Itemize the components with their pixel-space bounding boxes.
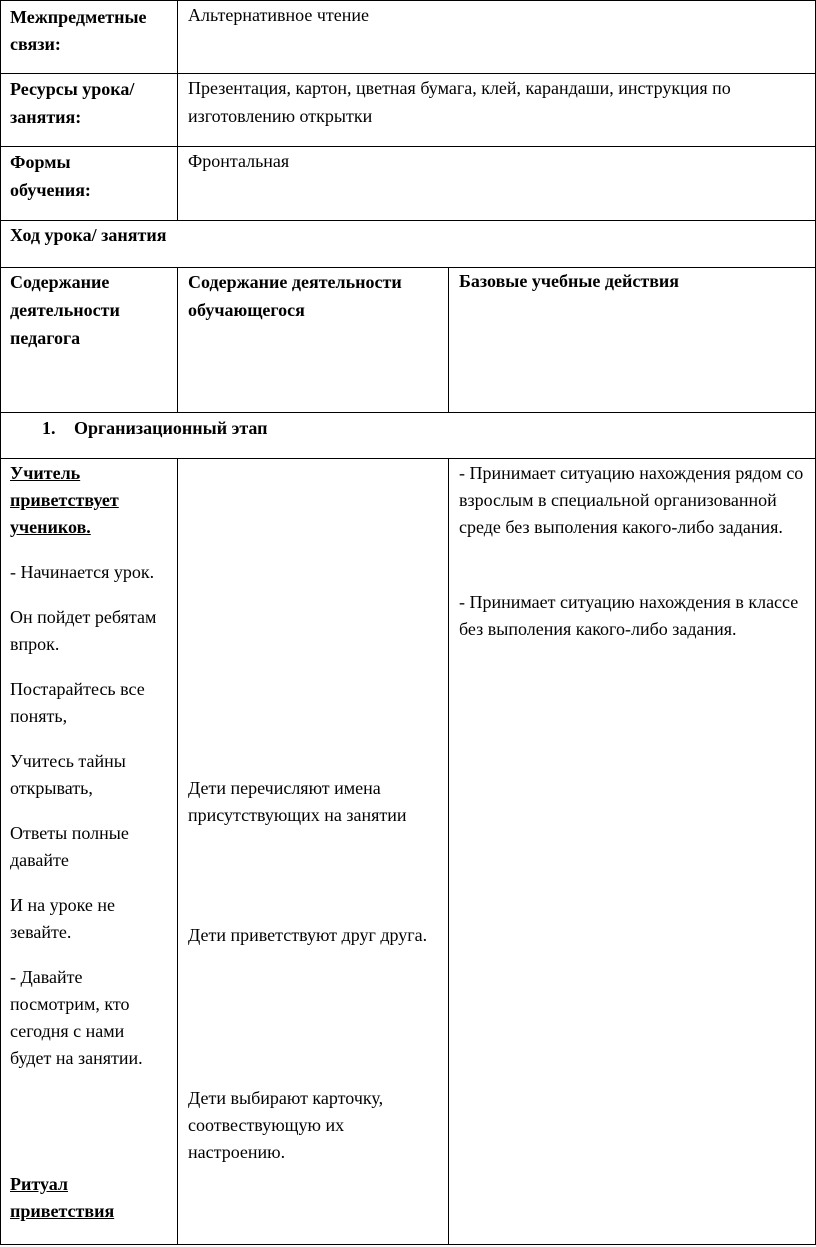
row-divider (0, 412, 816, 413)
col-divider (177, 267, 178, 412)
row-divider (0, 146, 816, 147)
ritual-heading: Ритуал приветствия (10, 1174, 115, 1221)
teacher-line: Учитесь тайны открывать, (10, 751, 126, 798)
greeting-heading: Учитель приветствует учеников. (10, 463, 119, 537)
column-header-student: Содержание деятельности обучающегося (188, 272, 402, 320)
col-divider (448, 458, 449, 1245)
flow-heading: Ход урока/ занятия (10, 225, 167, 245)
row-divider (0, 458, 816, 459)
student-greet: Дети приветствуют друг друга. (188, 925, 428, 945)
table-border-left (0, 0, 1, 1245)
teacher-line: Он пойдет ребятам впрок. (10, 607, 157, 654)
table-border-top (0, 0, 816, 1)
row-divider (0, 220, 816, 221)
teacher-line: - Начинается урок. (10, 562, 155, 582)
teacher-line: Постарайтесь все понять, (10, 679, 145, 726)
teacher-line: Ответы полные давайте (10, 823, 129, 870)
stage-title: Организационный этап (74, 418, 268, 438)
forms-value: Фронтальная (188, 151, 290, 171)
col-divider (448, 267, 449, 412)
resources-label: Ресурсы урока/ занятия: (10, 79, 135, 127)
student-names: Дети перечисляют имена присутствующих на занятии (188, 778, 407, 825)
teacher-activity (10, 460, 170, 1090)
connections-value: Альтернативное чтение (188, 5, 370, 25)
action-2: - Принимает ситуацию нахождения в классе без выполения какого-либо задания. (459, 592, 799, 639)
connections-label: Межпредметные связи: (10, 7, 147, 54)
action-1: - Принимает ситуацию нахождения рядом со взрослым в специальной организованной среде без выполения какого-либо задания. (459, 463, 804, 537)
col-divider (177, 458, 178, 1245)
col-divider (177, 0, 178, 220)
teacher-line: - Давайте посмотрим, кто сегодня с нами будет на занятии. (10, 967, 143, 1068)
column-header-actions: Базовые учебные действия (459, 271, 680, 291)
forms-label: Формы обучения: (10, 152, 91, 200)
column-header-teacher: Содержание деятельности педагога (10, 272, 120, 348)
student-card: Дети выбирают карточку, соотвествующую их настроению. (188, 1088, 384, 1162)
teacher-line: И на уроке не зевайте. (10, 895, 116, 942)
stage-number: 1. (42, 418, 56, 438)
table-border-bottom (0, 1244, 816, 1245)
resources-value: Презентация, картон, цветная бумага, клей, карандаши, инструкция по изготовлению открытки (188, 78, 731, 126)
